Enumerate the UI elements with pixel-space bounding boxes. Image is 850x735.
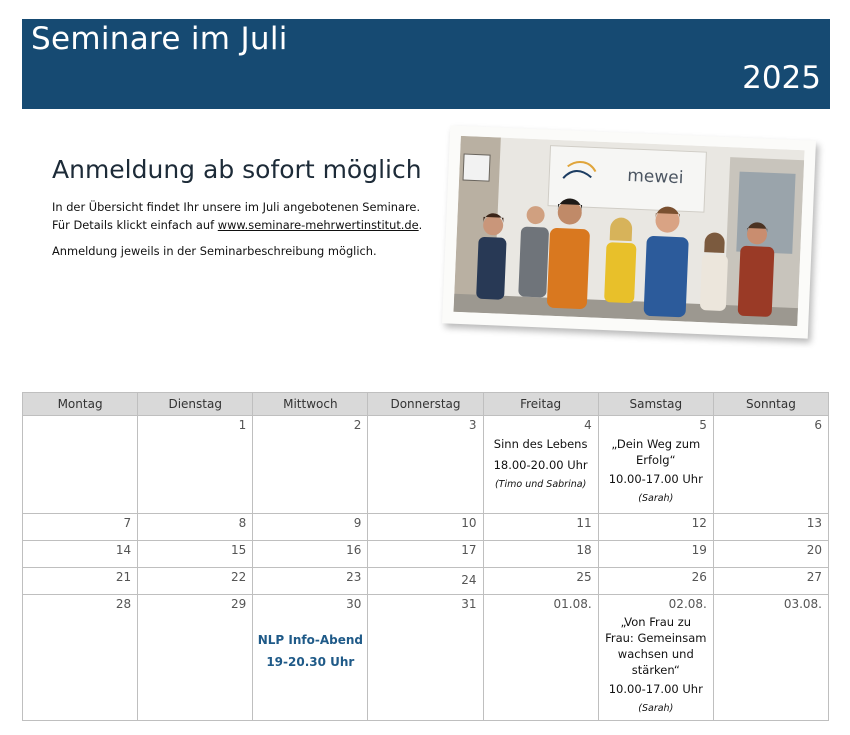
day-number: 20 <box>806 543 822 557</box>
day-cell <box>598 568 713 595</box>
week-row-2 <box>23 514 829 541</box>
day-number: 29 <box>231 597 247 611</box>
intro-section <box>52 155 432 260</box>
week-row-1 <box>23 416 829 514</box>
day-cell <box>483 568 598 595</box>
day-cell <box>253 514 368 541</box>
day-cell <box>713 595 828 721</box>
day-cell <box>138 595 253 721</box>
event-von-frau-zu-frau[interactable] <box>599 614 713 717</box>
day-number: 7 <box>123 516 132 530</box>
team-photo-image <box>454 136 805 326</box>
weekday-tuesday: Dienstag <box>138 393 253 416</box>
day-number: 01.08. <box>553 597 592 611</box>
day-number: 17 <box>461 543 477 557</box>
day-number: 10 <box>461 516 477 530</box>
day-number: 23 <box>346 570 362 584</box>
day-number: 31 <box>461 597 477 611</box>
day-number: 1 <box>238 418 247 432</box>
day-cell <box>253 595 368 721</box>
day-number: 18 <box>576 543 592 557</box>
weekday-saturday: Samstag <box>598 393 713 416</box>
day-cell <box>713 541 828 568</box>
event-title-line-4: stärken“ <box>631 663 680 677</box>
event-time: 10.00-17.00 Uhr <box>608 472 703 486</box>
header-banner <box>22 19 830 109</box>
team-photo <box>442 125 816 338</box>
day-cell <box>23 514 138 541</box>
day-cell <box>23 568 138 595</box>
day-cell <box>713 568 828 595</box>
intro-text-line-1: In der Übersicht findet Ihr unsere im Juli angebotenen Seminare. <box>52 200 421 214</box>
day-cell <box>368 568 483 595</box>
day-cell <box>483 416 598 514</box>
event-host: (Sarah) <box>638 703 674 714</box>
day-number: 13 <box>806 516 822 530</box>
day-number: 19 <box>691 543 707 557</box>
day-number: 9 <box>353 516 362 530</box>
day-number: 28 <box>115 597 132 611</box>
week-row-3 <box>23 541 829 568</box>
day-cell <box>23 541 138 568</box>
day-number: 2 <box>353 418 362 432</box>
day-cell <box>368 416 483 514</box>
event-host: (Timo und Sabrina) <box>494 479 587 490</box>
week-row-4 <box>23 568 829 595</box>
day-cell <box>368 514 483 541</box>
event-nlp-info-abend[interactable] <box>253 629 367 673</box>
event-title: Sinn des Lebens <box>493 437 588 451</box>
day-number: 22 <box>231 570 247 584</box>
day-number: 14 <box>115 543 132 557</box>
day-number: 21 <box>115 570 132 584</box>
day-cell <box>483 595 598 721</box>
event-time: 10.00-17.00 Uhr <box>608 682 703 696</box>
day-cell <box>713 416 828 514</box>
intro-text-line-3: Anmeldung jeweils in der Seminarbeschreibung möglich. <box>52 244 377 258</box>
day-cell <box>138 514 253 541</box>
weekday-monday: Montag <box>23 393 138 416</box>
day-cell <box>368 541 483 568</box>
week-row-5 <box>23 595 829 721</box>
page-title: Seminare im Juli <box>31 21 288 57</box>
day-cell <box>483 514 598 541</box>
day-cell <box>598 416 713 514</box>
day-cell <box>483 541 598 568</box>
website-link[interactable]: www.seminare-mehrwertinstitut.de <box>217 218 419 232</box>
day-number: 26 <box>691 570 707 584</box>
event-dein-weg-zum-erfolg[interactable] <box>599 436 713 507</box>
day-number: 02.08. <box>668 597 707 611</box>
day-number: 5 <box>699 418 707 432</box>
sign-logo-text: mewei <box>626 165 684 189</box>
weekday-wednesday: Mittwoch <box>253 393 368 416</box>
day-cell <box>138 541 253 568</box>
day-number: 16 <box>346 543 362 557</box>
event-title-line-2: Frau: Gemeinsam <box>605 631 707 645</box>
weekday-sunday: Sonntag <box>713 393 828 416</box>
day-cell <box>253 541 368 568</box>
event-time: 18.00-20.00 Uhr <box>493 458 588 472</box>
event-title-line-1: „Von Frau zu <box>620 615 692 629</box>
day-cell <box>368 595 483 721</box>
day-cell <box>138 568 253 595</box>
day-number: 4 <box>584 418 592 432</box>
day-number: 11 <box>576 516 592 530</box>
intro-text-line-2 <box>52 216 432 234</box>
weekday-thursday: Donnerstag <box>368 393 483 416</box>
day-cell <box>598 514 713 541</box>
event-title-line-1: „Dein Weg zum <box>611 437 701 451</box>
year-label: 2025 <box>742 60 821 96</box>
event-title-line-3: wachsen und <box>617 647 694 661</box>
day-number: 12 <box>691 516 707 530</box>
day-cell <box>713 514 828 541</box>
day-number: 3 <box>468 418 477 432</box>
event-host: (Sarah) <box>638 493 674 504</box>
registration-heading: Anmeldung ab sofort möglich <box>52 155 422 184</box>
event-title: NLP Info-Abend <box>257 633 363 647</box>
day-cell <box>23 416 138 514</box>
event-time: 19-20.30 Uhr <box>266 655 355 669</box>
intro-text-suffix: . <box>418 218 423 232</box>
day-number: 24 <box>461 573 477 587</box>
day-number: 6 <box>814 418 822 432</box>
weekday-friday: Freitag <box>483 393 598 416</box>
day-cell <box>598 595 713 721</box>
day-cell <box>253 416 368 514</box>
day-cell <box>138 416 253 514</box>
day-number: 25 <box>576 570 592 584</box>
day-cell <box>598 541 713 568</box>
day-number: 27 <box>806 570 822 584</box>
intro-text-prefix: Für Details klickt einfach auf <box>52 218 218 232</box>
seminar-calendar <box>22 392 829 721</box>
day-number: 03.08. <box>783 597 822 611</box>
day-number: 15 <box>231 543 247 557</box>
day-cell <box>23 595 138 721</box>
day-number: 8 <box>238 516 247 530</box>
event-title-line-2: Erfolg“ <box>636 453 676 467</box>
day-number: 30 <box>346 597 362 611</box>
event-sinn-des-lebens[interactable] <box>484 436 598 493</box>
weekday-header-row <box>23 393 829 416</box>
day-cell <box>253 568 368 595</box>
